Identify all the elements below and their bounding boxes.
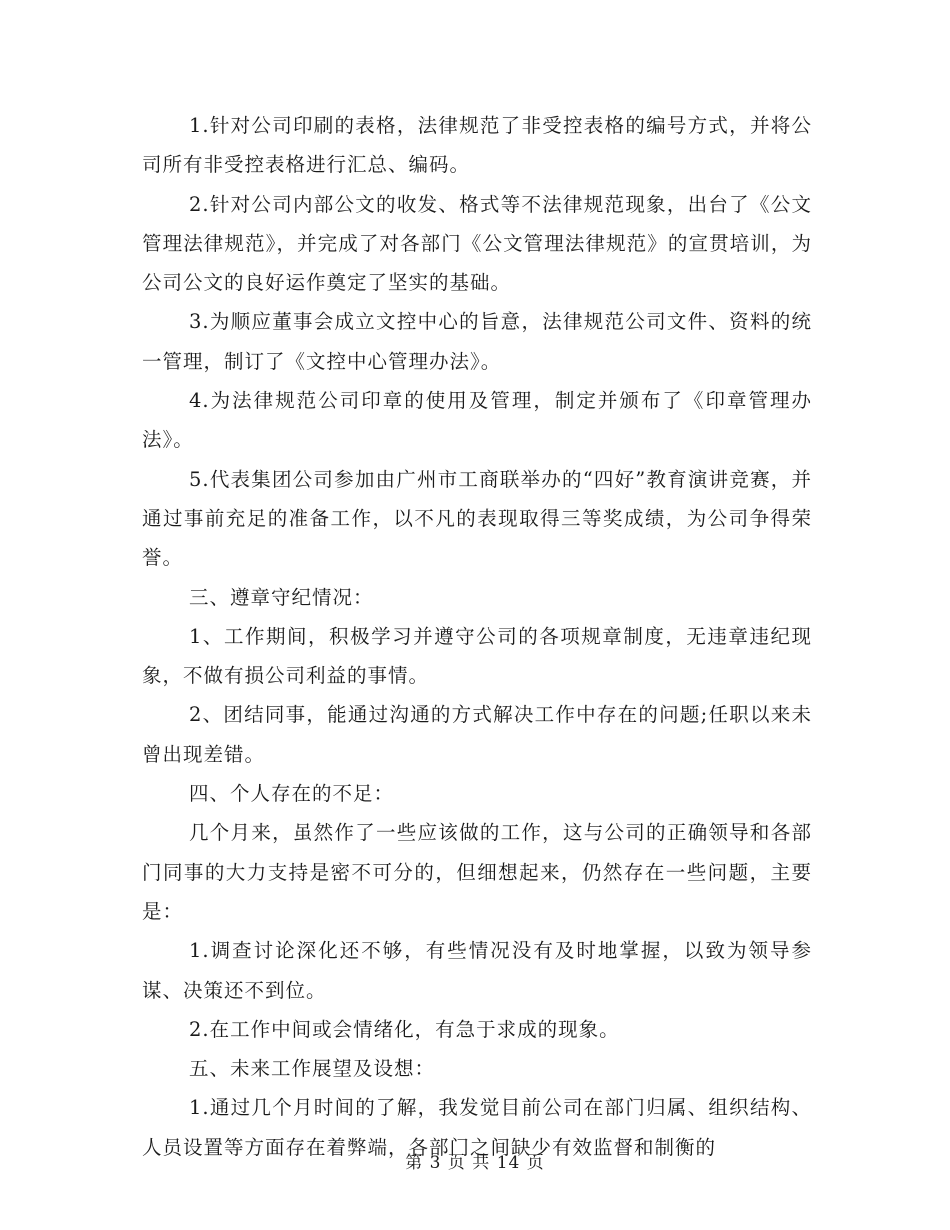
paragraph-1: 1.针对公司印刷的表格，法律规范了非受控表格的编号方式，并将公司所有非受控表格进行汇总、编码。 — [142, 114, 812, 177]
paragraph-2: 2.针对公司内部公文的收发、格式等不法律规范现象，出台了《公文管理法律规范》，并完成了对各部门《公文管理法律规范》的宣贯培训，为公司公文的良好运作奠定了坚实的基础。 — [142, 192, 812, 295]
footer-total-pages: 14 — [496, 1153, 521, 1173]
paragraph-10: 几个月来，虽然作了一些应该做的工作，这与公司的正确领导和各部门同事的大力支持是密不可分的，但细想起来，仍然存在一些问题，主要是： — [142, 821, 812, 923]
paragraph-12: 2.在工作中间或会情绪化，有急于求成的现象。 — [189, 1017, 620, 1041]
paragraph-8: 2、团结同事，能通过沟通的方式解决工作中存在的问题;任职以来未曾出现差错。 — [142, 703, 812, 766]
section-heading-4: 四、个人存在的不足： — [189, 782, 395, 806]
paragraph-4: 4.为法律规范公司印章的使用及管理，制定并颁布了《印章管理办法》。 — [142, 389, 812, 452]
footer-prefix: 第 — [405, 1153, 424, 1173]
paragraph-5: 5.代表集团公司参加由广州市工商联举办的“四好”教育演讲竞赛，并通过事前充足的准备工作，以不凡的表现取得三等奖成绩，为公司争得荣誉。 — [142, 467, 812, 570]
footer-middle: 页 共 — [447, 1153, 491, 1173]
paragraph-11: 1.调查讨论深化还不够，有些情况没有及时地掌握，以致为领导参谋、决策还不到位。 — [142, 939, 812, 1002]
footer-suffix: 页 — [526, 1153, 545, 1173]
paragraph-3: 3.为顺应董事会成立文控中心的旨意，法律规范公司文件、资料的统一管理，制订了《文控中心管理办法》。 — [142, 310, 812, 373]
section-heading-5: 五、未来工作展望及设想： — [189, 1057, 436, 1081]
page-footer — [0, 1153, 950, 1173]
footer-page-number: 3 — [429, 1153, 442, 1173]
document-body — [142, 106, 812, 1167]
paragraph-14: 1.通过几个月时间的了解，我发觉目前公司在部门归属、组织结构、人员设置等方面存在着弊端，各部门之间缺少有效监督和制衡的 — [142, 1096, 812, 1159]
section-heading-3: 三、遵章守纪情况： — [189, 585, 374, 609]
paragraph-7: 1、工作期间，积极学习并遵守公司的各项规章制度，无违章违纪现象，不做有损公司利益的事情。 — [142, 624, 812, 688]
